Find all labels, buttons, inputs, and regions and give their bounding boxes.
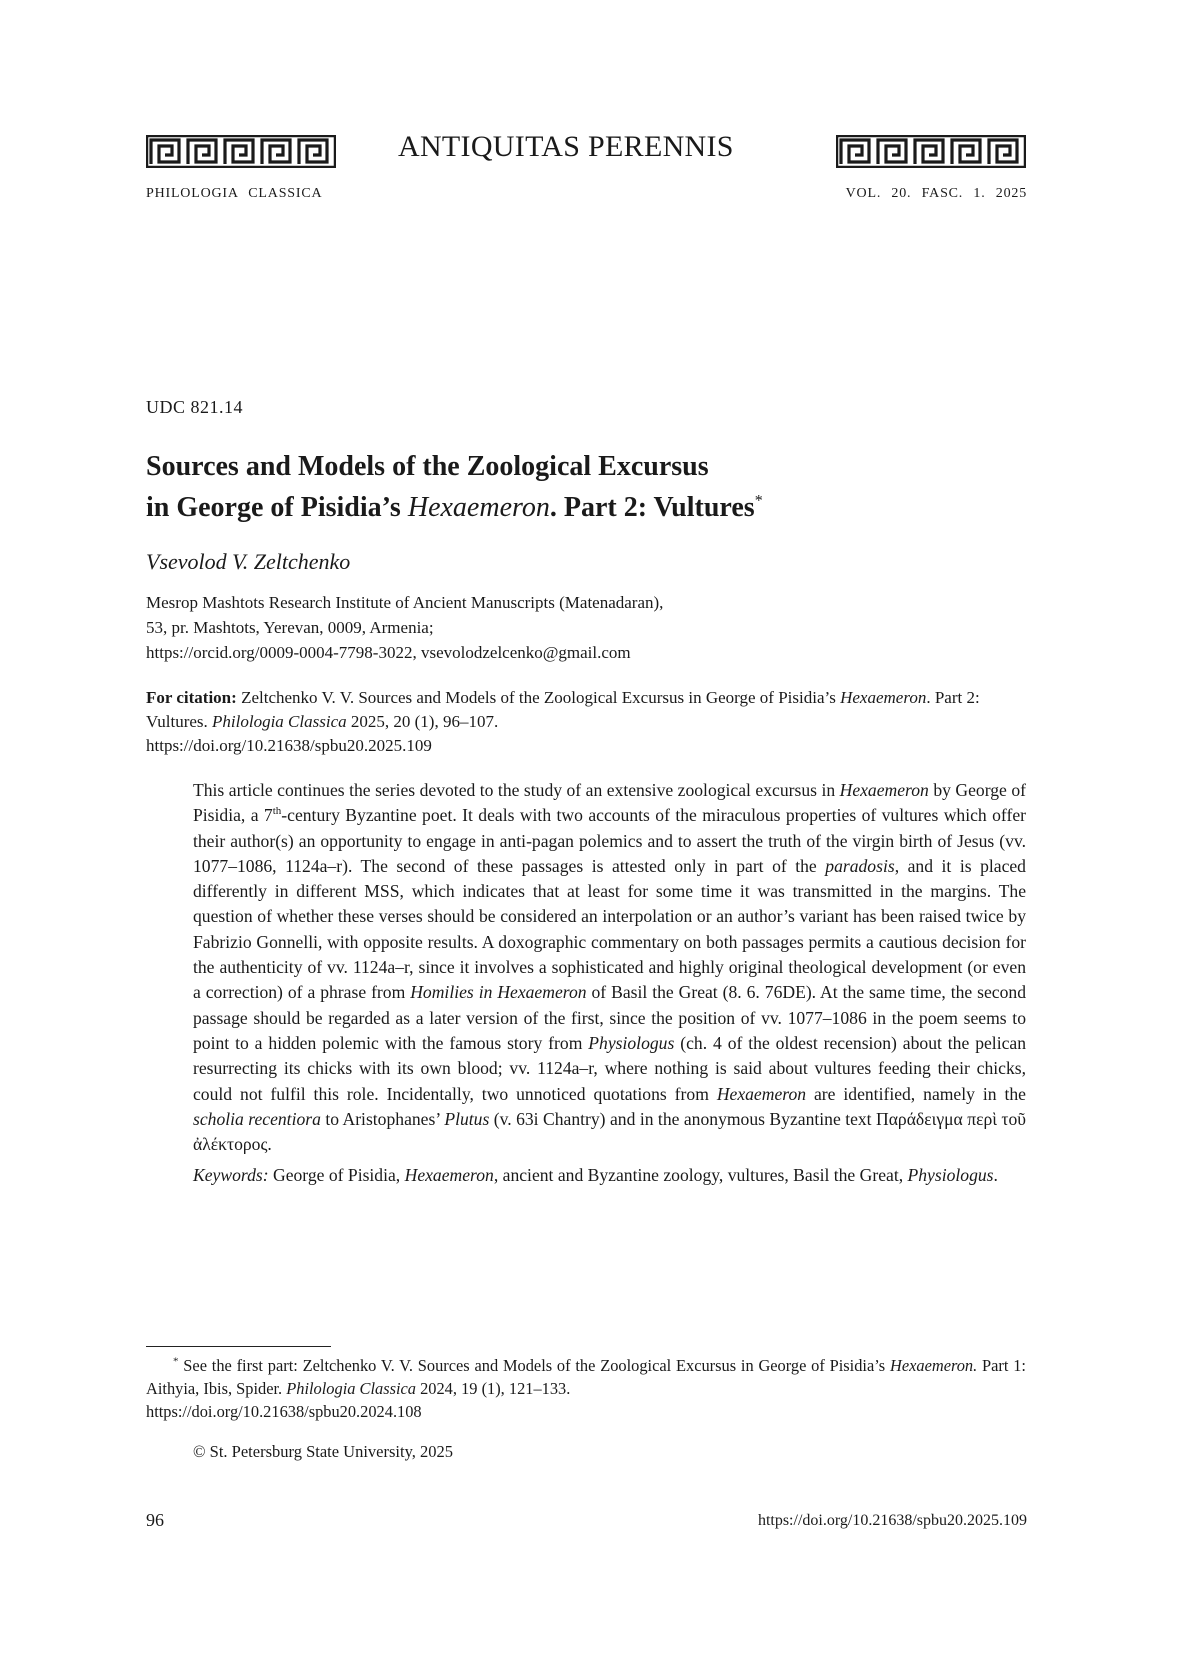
- greek-key-ornament-right: [836, 135, 1026, 168]
- keywords: [193, 1163, 1026, 1188]
- citation-text: . Part 2: Vultures.: [146, 688, 980, 731]
- citation-doi-link[interactable]: https://doi.org/10.21638/spbu20.2025.109: [146, 736, 432, 755]
- footer-doi-link[interactable]: https://doi.org/10.21638/spbu20.2025.109: [757, 1512, 1027, 1529]
- abstract-superscript: th: [272, 805, 282, 818]
- abstract-italic: Homilies in Hexaemeron: [410, 982, 587, 1003]
- abstract-italic: Hexaemeron: [716, 1083, 807, 1104]
- abstract-span: are identified, namely in the: [806, 1083, 1026, 1104]
- citation-text: Zeltchenko V. V. Sources and Models of the Zoological Excursus in George of Pisidia’s: [236, 688, 841, 707]
- title-text: . Part 2: Vultures: [549, 492, 755, 523]
- abstract-italic: scholia recentiora: [193, 1108, 321, 1129]
- footnote-text: Part 1: Aithyia, Ibis, Spider.: [146, 1356, 1026, 1398]
- citation-italic: Hexaemeron: [840, 688, 927, 707]
- footnote: [146, 1354, 1026, 1423]
- abstract-italic: Physiologus: [588, 1032, 675, 1053]
- issue-info: VOL. 20. FASC. 1. 2025: [845, 186, 1027, 201]
- journal-title: ANTIQUITAS PERENNIS: [398, 130, 734, 163]
- copyright-notice: © St. Petersburg State University, 2025: [193, 1442, 454, 1461]
- abstract-text: [193, 778, 1026, 1157]
- abstract-italic: paradosis: [825, 855, 895, 876]
- keywords-text: .: [993, 1165, 998, 1186]
- abstract-span: (ch. 4 of the oldest recension) about the pelican resurrecting its chicks with its own blood; vv. 1124a–r, where nothing is said about vultures feeding their chicks, could not fulfil this role. Incidentally, two unnoticed quotations from: [193, 1032, 1027, 1104]
- citation-italic: Philologia Classica: [212, 712, 347, 731]
- footnote-italic: Philologia Classica: [286, 1379, 416, 1398]
- page-number: 96: [146, 1510, 164, 1530]
- footnote-divider: [146, 1346, 331, 1347]
- title-line-2: [146, 487, 1026, 528]
- keywords-text: George of Pisidia,: [268, 1165, 405, 1186]
- article-title: [146, 446, 1026, 528]
- series-name: PHILOLOGIA CLASSICA: [146, 186, 323, 201]
- greek-key-ornament-left: [146, 135, 336, 168]
- footnote-text: See the first part: Zeltchenko V. V. Sources and Models of the Zoological Excursus in George of Pisidia’s: [178, 1356, 890, 1375]
- abstract-span: of Basil the Great (8. 6. 76DE). At the same time, the second passage should be regarded as a later version of the first, since the position of vv. 1077–1086 in the poem seems to point to a hidden polemic with the famous story from: [193, 982, 1027, 1053]
- title-footnote-mark[interactable]: *: [754, 492, 763, 510]
- author-affiliation: [146, 590, 1026, 665]
- affiliation-line[interactable]: https://orcid.org/0009-0004-7798-3022, vsevolodzelcenko@gmail.com: [146, 643, 631, 662]
- footnote-mark: *: [173, 1355, 179, 1368]
- footnote-italic: Hexaemeron.: [890, 1356, 978, 1375]
- abstract-span: by George of Pisidia, a 7: [193, 780, 1026, 826]
- citation-label: For citation:: [146, 688, 237, 707]
- abstract-span: (v. 63i Chantry) and in the anonymous Byzantine text Παράδειγμα περὶ τοῦ ἀλέκτορος.: [193, 1108, 1027, 1155]
- abstract-span: This article continues the series devoted to the study of an extensive zoological excursus in: [193, 780, 840, 800]
- abstract-italic: Hexaemeron: [839, 780, 929, 800]
- title-line-1: Sources and Models of the Zoological Excursus: [146, 451, 709, 482]
- udc-code: UDC 821.14: [146, 397, 244, 417]
- citation-block: [146, 686, 1026, 758]
- title-italic-work: Hexaemeron: [407, 492, 550, 523]
- footnote-text: 2024, 19 (1), 121–133.: [416, 1379, 571, 1398]
- keywords-italic: Physiologus: [907, 1165, 994, 1186]
- citation-text: 2025, 20 (1), 96–107.: [346, 712, 499, 731]
- abstract-span: , and it is placed differently in different MSS, which indicates that at least for some time it was transmitted in the margins. The question of whether these verses should be considered an interpolation or an author’s variant has been raised twice by Fabrizio Gonnelli, with opposite results. A doxographic commentary on both passages permits a cautious decision for the authenticity of vv. 1124a–r, since it involves a sophisticated and highly original theological development (or even a correction) of a phrase from: [193, 855, 1026, 1003]
- abstract-span: to Aristophanes’: [320, 1108, 445, 1129]
- keywords-text: , ancient and Byzantine zoology, vultures, Basil the Great,: [493, 1165, 908, 1186]
- keywords-label: Keywords:: [193, 1165, 269, 1186]
- author-name: Vsevolod V. Zeltchenko: [146, 549, 351, 574]
- affiliation-line: Mesrop Mashtots Research Institute of Ancient Manuscripts (Matenadaran),: [146, 593, 664, 612]
- title-text: in George of Pisidia’s: [146, 492, 408, 523]
- keywords-italic: Hexaemeron: [404, 1165, 494, 1186]
- affiliation-line: 53, pr. Mashtots, Yerevan, 0009, Armenia;: [146, 618, 434, 637]
- abstract: [193, 778, 1026, 1189]
- abstract-span: -century Byzantine poet. It deals with two accounts of the miraculous properties of vultures which offer their author(s) an opportunity to engage in anti-pagan polemics and to assert the truth of the virgin birth of Jesus (vv. 1077–1086, 1124a–r). The second of these passages is attested only in part of the: [193, 805, 1026, 876]
- footnote-doi-link[interactable]: https://doi.org/10.21638/spbu20.2024.108: [146, 1402, 422, 1421]
- abstract-italic: Plutus: [444, 1108, 490, 1129]
